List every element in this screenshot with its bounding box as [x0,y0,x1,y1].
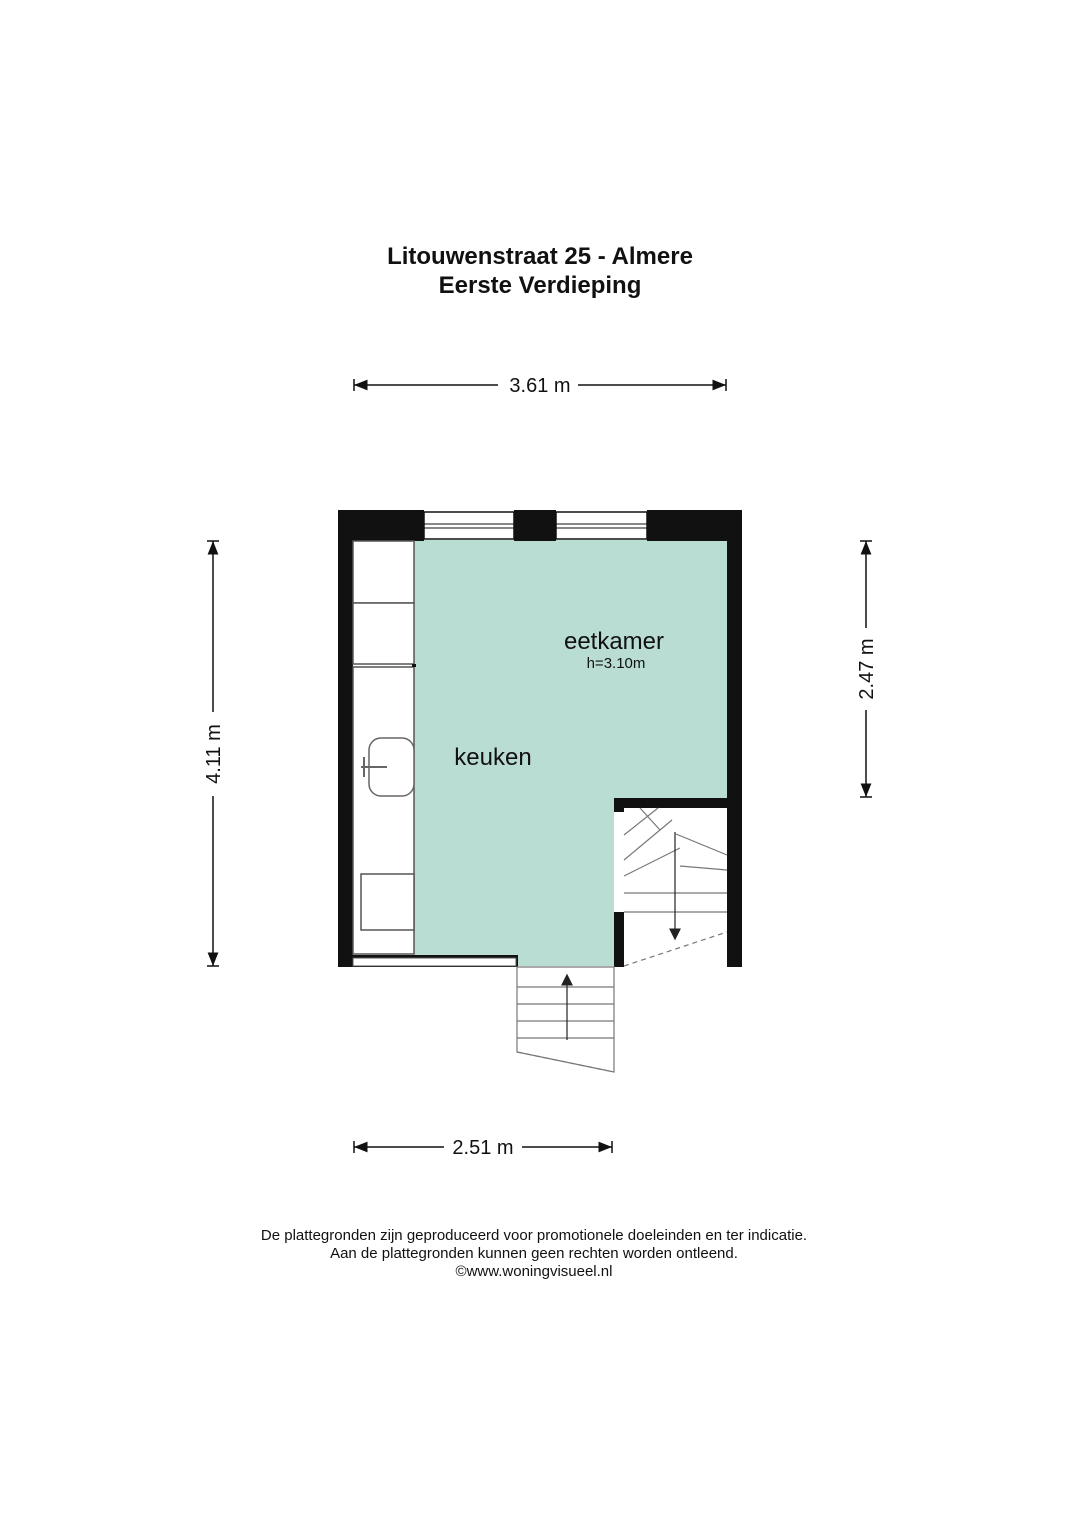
plan-subtitle: Eerste Verdieping [438,272,642,299]
dimension-left [203,541,225,966]
balustrade [353,958,516,966]
stove-icon [361,874,414,930]
dimension-bottom [354,1137,612,1159]
window-left [424,512,514,539]
disclaimer-line-1: De plattegronden zijn geproduceerd voor promotionele doeleinden en ter indicatie. [260,1227,808,1244]
dimension-bottom-label: 2.51 m [452,1137,514,1159]
dimension-right-label: 2.47 m [856,638,878,700]
dimension-right [856,541,878,797]
room-height-eetkamer: h=3.10m [586,655,646,672]
kitchen-sink-icon [361,738,414,796]
window-right [556,512,647,539]
plan-title: Litouwenstraat 25 - Almere [387,243,693,270]
dimension-top [354,375,726,397]
room-label-keuken: keuken [454,744,532,771]
internal-staircase-icon [624,808,727,966]
copyright-text: ©www.woningvisueel.nl [455,1263,613,1280]
disclaimer-line-2: Aan de plattegronden kunnen geen rechten worden ontleend. [330,1245,738,1262]
dimension-top-label: 3.61 m [509,375,571,397]
room-label-eetkamer: eetkamer [563,628,665,655]
dimension-left-label: 4.11 m [203,724,225,784]
entrance-staircase-icon [517,967,614,1072]
